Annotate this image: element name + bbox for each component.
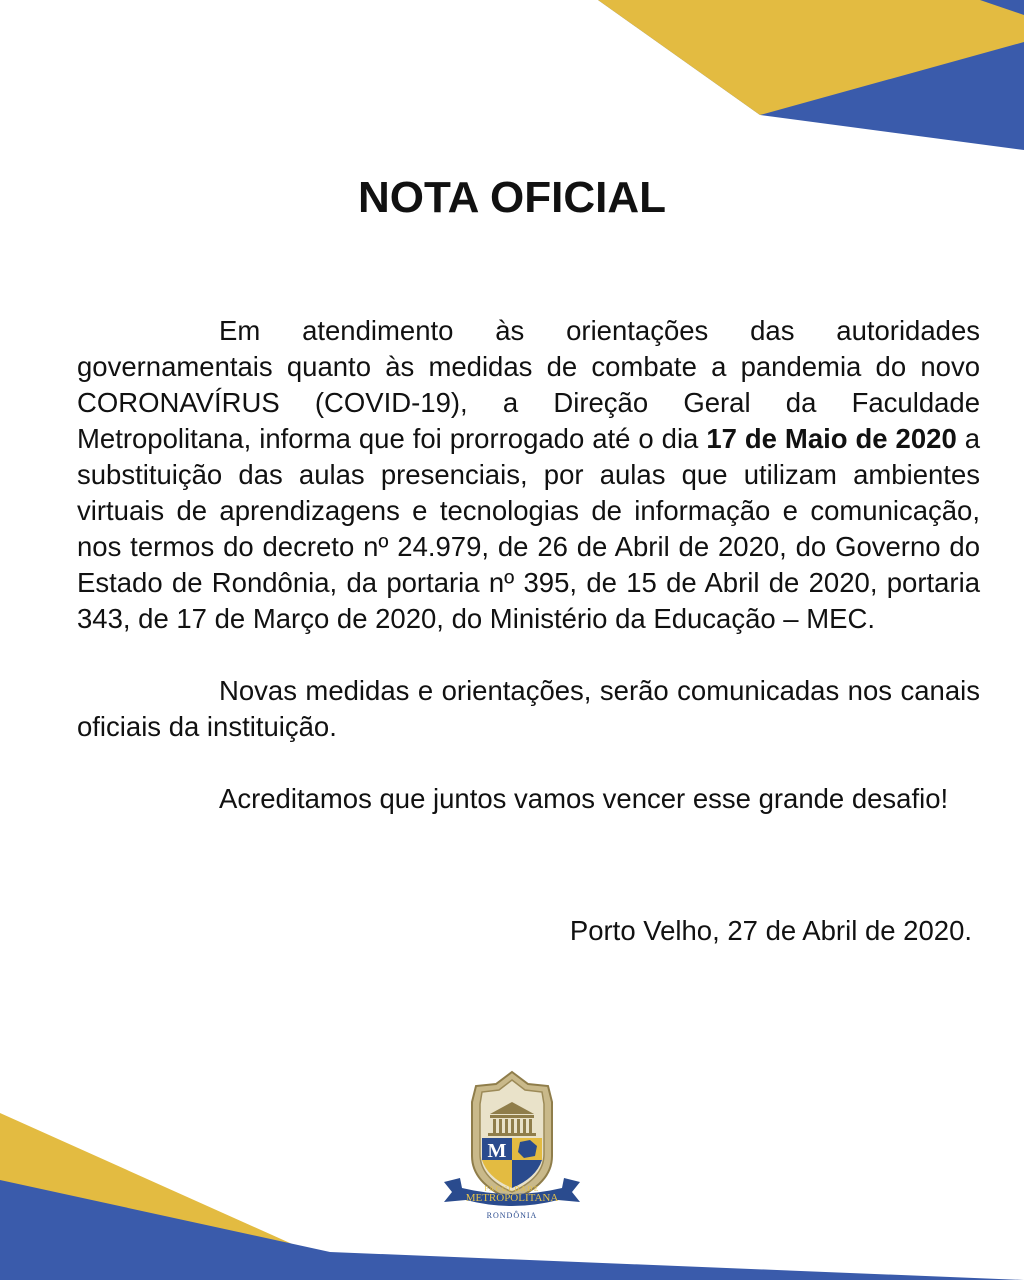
closing-date-line: Porto Velho, 27 de Abril de 2020.	[569, 915, 972, 946]
paragraph-1	[77, 313, 980, 637]
paragraph-1-text-start: Em atendimento às orientações das autoridades governamentais quanto às medidas de combate a pandemia do novo CORONAVÍRUS (COVID-19), a Direção Geral da Faculdade Metropolitana, informa que foi prorrogado até o dia	[77, 315, 980, 454]
logo-monogram: M	[487, 1140, 507, 1162]
paragraph-3: Acreditamos que juntos vamos vencer esse grande desafio!	[219, 783, 949, 814]
note-body	[77, 313, 980, 817]
paragraph-2: Novas medidas e orientações, serão comunicadas nos canais oficiais da instituição.	[77, 675, 980, 742]
logo-text-metropolitana: METROPOLITANA	[465, 1192, 559, 1204]
page-title: NOTA OFICIAL	[358, 173, 666, 222]
institution-logo	[440, 1068, 584, 1228]
paragraph-1-bold-date: 17 de Maio de 2020	[706, 423, 957, 454]
logo-text-rondonia: RONDÔNIA	[486, 1211, 538, 1220]
paragraph-1-text-end: a substituição das aulas presenciais, por aulas que utilizam ambientes virtuais de aprendizagens e tecnologias de informação e comunicação, nos termos do decreto nº 24.979, de 26 de Abril de 2020, do Governo do Estado de Rondônia, da portaria nº 395, de 15 de Abril de 2020, portaria 343, de 17 de Março de 2020, do Ministério da Educação – MEC.	[77, 423, 980, 634]
logo-text-faculdade: FACULDADE	[484, 1185, 540, 1193]
